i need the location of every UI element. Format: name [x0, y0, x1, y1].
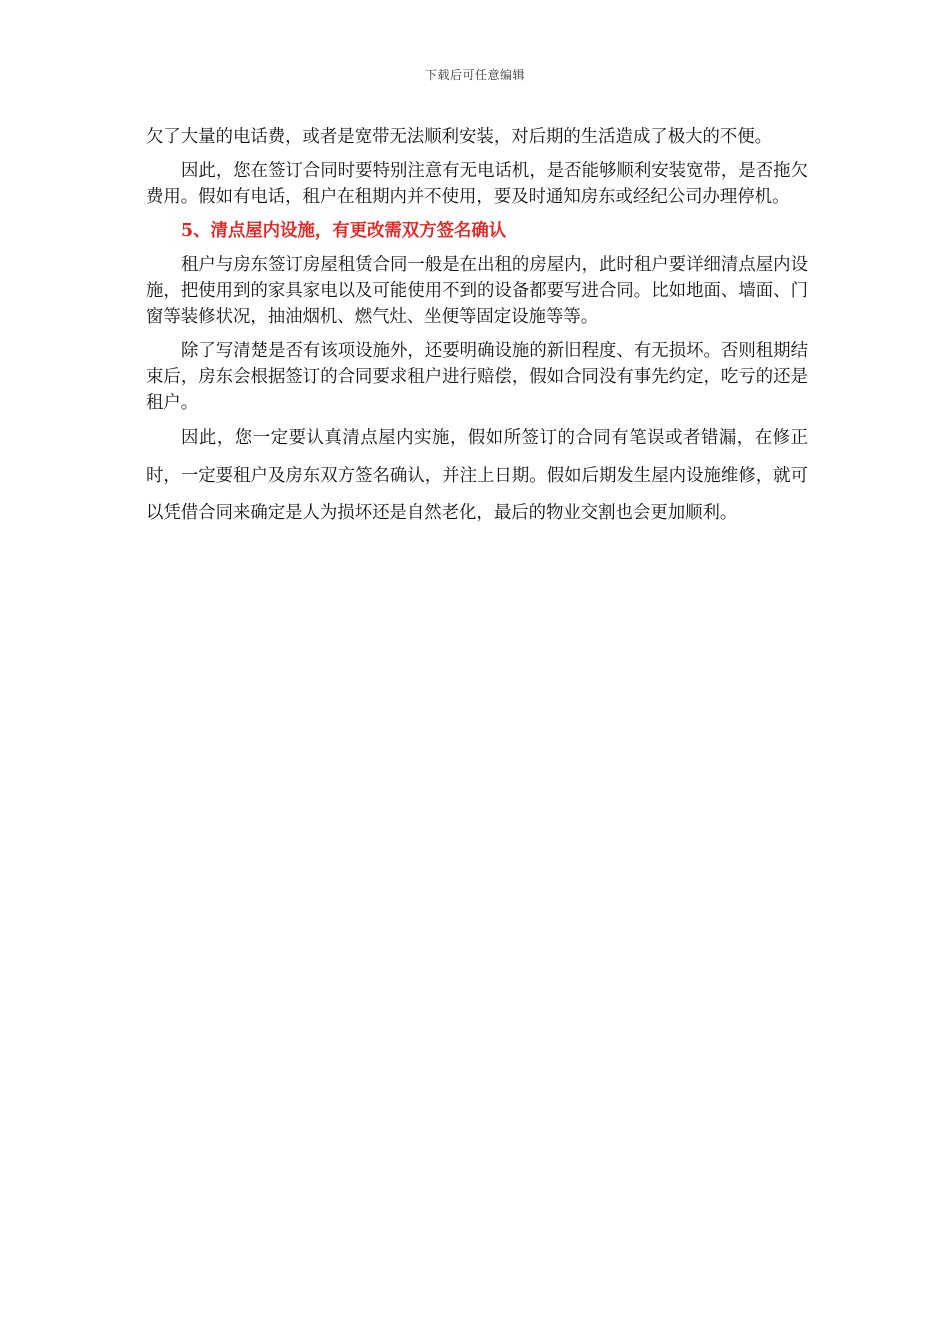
paragraph-gap [146, 150, 808, 158]
paragraph-signature: 因此，您一定要认真清点屋内实施，假如所签订的合同有笔误或者错漏，在修正时，一定要租户及房东双方签名确认，并注上日期。假如后期发生屋内设施维修，就可以凭借合同来确定是人为损坏还是自然老化，最后的物业交割也会更加顺利。 [146, 428, 808, 523]
paragraph-gap [146, 330, 808, 338]
section-heading: 5、清点屋内设施，有更改需双方签名确认 [181, 221, 507, 241]
paragraph-phone-broadband: 因此，您在签订合同时要特别注意有无电话机，是否能够顺利安装宽带，是否拖欠费用。假如有电话，租户在租期内并不使用，要及时通知房东或经纪公司办理停机。 [146, 161, 808, 207]
document-body [146, 124, 808, 533]
paragraph-gap [146, 244, 808, 252]
paragraph-condition: 除了写清楚是否有该项设施外，还要明确设施的新旧程度、有无损坏。否则租期结束后，房东会根据签订的合同要求租户进行赔偿，假如合同没有事先约定，吃亏的还是租户。 [146, 341, 808, 413]
paragraph-gap [146, 210, 808, 218]
page-header: 下载后可任意编辑 [424, 68, 525, 82]
paragraph-continuation: 欠了大量的电话费，或者是宽带无法顺利安装，对后期的生活造成了极大的不便。 [146, 127, 773, 147]
paragraph-check-facilities: 租户与房东签订房屋租赁合同一般是在出租的房屋内，此时租户要详细清点屋内设施，把使用到的家具家电以及可能使用不到的设备都要写进合同。比如地面、墙面、门窗等装修状况，抽油烟机、燃气灶、坐便等固定设施等等。 [146, 255, 808, 327]
